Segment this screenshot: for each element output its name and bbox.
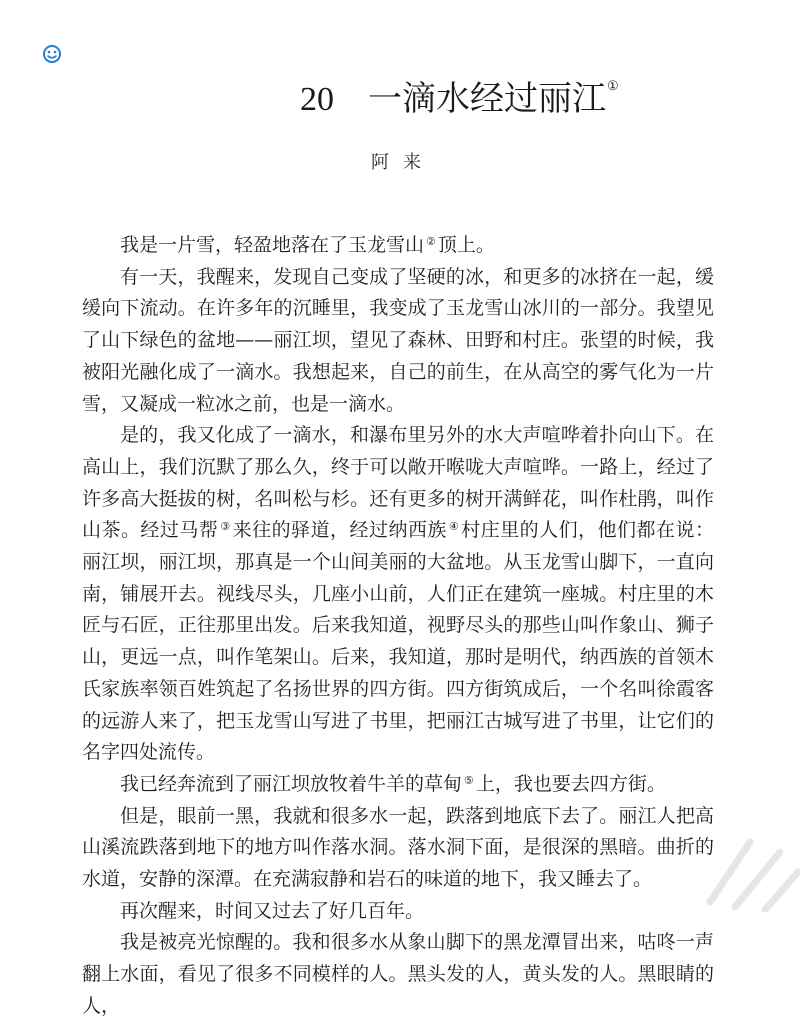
footnote-mark-4: ④: [448, 520, 460, 534]
paragraph-1: [82, 230, 714, 262]
smiley-icon: [42, 44, 62, 64]
paragraph-text: 顶上。: [437, 234, 495, 256]
footnote-mark-2: ②: [426, 235, 436, 248]
title-footnote-mark: ①: [607, 79, 619, 94]
watermark-graphic: [680, 802, 800, 912]
article-body: [82, 230, 714, 1023]
paragraph-text: 来往的驿道，经过纳西族: [232, 519, 447, 542]
paragraph-4: [82, 769, 714, 801]
paragraph-text: 我是一片雪，轻盈地落在了玉龙雪山: [120, 234, 425, 256]
lesson-title-text: 一滴水经过丽江: [368, 79, 606, 119]
paragraph-text: 我已经奔流到了丽江坝放牧着牛羊的草甸: [120, 772, 463, 795]
paragraph-3: [82, 420, 714, 769]
paragraph-6: 再次醒来，时间又过去了好几百年。: [120, 899, 425, 922]
footnote-mark-3: ③: [220, 520, 231, 534]
paragraph-2: 有一天，我醒来，发现自己变成了坚硬的冰，和更多的冰挤在一起，缓缓向下流动。在许多年的沉睡里，我变成了玉龙雪山冰川的一部分。我望见了山下绿色的盆地——丽江坝，望见了森林、田野和村庄。张望的时候，我被阳光融化成了一滴水。我想起来，自己的前生，在从高空的雾气化为一片雪，又凝成一粒冰之前，也是一滴水。: [82, 265, 714, 415]
paragraph-text: 是的，我又化成了一滴水，和瀑布里另外的水大声喧哗着扑向山下。在高山上，我们沉默了那么久，终于可以敞开喉咙大声喧哗。一路上，经过了许多高大挺拔的树，名叫松与杉。还有更多的树开满鲜花，叫作杜鹃，叫作山茶。经过马帮: [82, 424, 714, 542]
paragraph-text: 上，我也要去四方街。: [475, 772, 666, 795]
paragraph-5: 但是，眼前一黑，我就和很多水一起，跌落到地底下去了。丽江人把高山溪流跌落到地下的地方叫作落水洞。落水洞下面，是很深的黑暗。曲折的水道，安静的深潭。在充满寂静和岩石的味道的地下，我又睡去了。: [82, 804, 714, 891]
paragraph-7: 我是被亮光惊醒的。我和很多水从象山脚下的黑龙潭冒出来，咕咚一声翻上水面，看见了很多不同模样的人。黑头发的人，黄头发的人。黑眼睛的人，: [82, 931, 714, 1017]
paragraph-text: 村庄里的人们，他们都在说：丽江坝，丽江坝，那真是一个山间美丽的大盆地。从玉龙雪山脚下，一直向南，铺展开去。视线尽头，几座小山前，人们正在建筑一座城。村庄里的木匠与石匠，正往那里出发。后来我知道，视野尽头的那些山叫作象山、狮子山，更远一点，叫作笔架山。后来，我知道，那时是明代，纳西族的首领木氏家族率领百姓筑起了名扬世界的四方街。四方街筑成后，一个名叫徐霞客的远游人来了，把玉龙雪山写进了书里，把丽江古城写进了书里，让它们的名字四处流传。: [82, 519, 714, 764]
lesson-number: 20: [300, 81, 334, 118]
footnote-mark-5: ⑤: [464, 773, 474, 787]
author-name: 阿来: [371, 152, 435, 173]
lesson-title: [300, 79, 619, 119]
